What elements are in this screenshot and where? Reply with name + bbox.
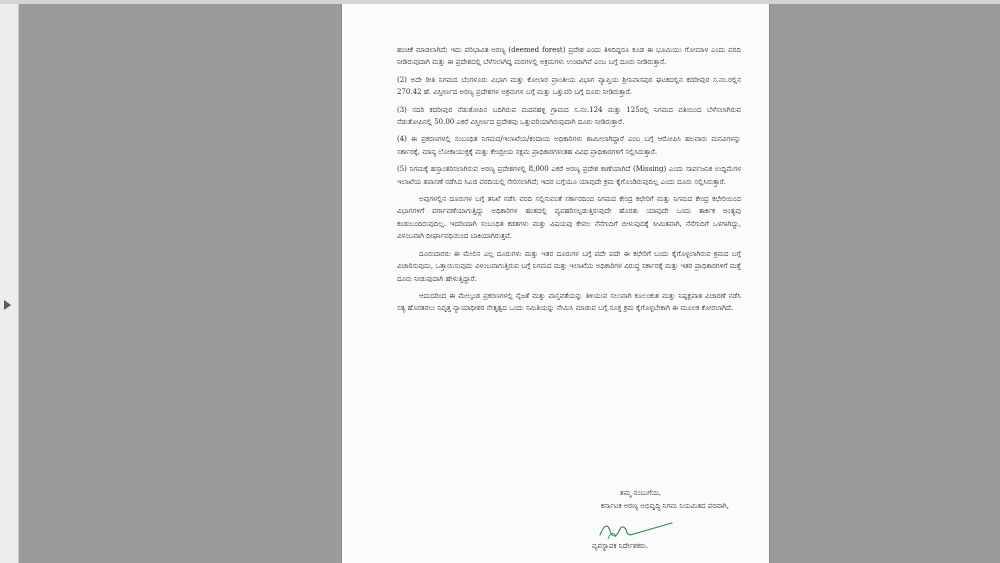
document-body [397, 44, 741, 320]
paragraph-item-4: (4) ಈ ಪ್ರಕರಣಗಳಲ್ಲಿ ಸಂಬಂಧಿತ ನಿಗಮದ/ಇಲಾಖೆಯ/ಕಂದಾಯ ಅಧಿಕಾರಿಗಳು ಶಾಮೀಲಾಗಿದ್ದಾರೆ ಎಂಬ ಬಗ್ಗೆ ಆರೋಪಿಸಿ ಹಲವಾರು ಮನವಿಗಳನ್ನು ಸರ್ಕಾರಕ್ಕೆ, ಮಾನ್ಯ ಲೋಕಾಯುಕ್ತಕ್ಕೆ ಮತ್ತು ಕೇಂದ್ರೀಯ ಸಕ್ಷಮ ಪ್ರಾಧಿಕಾರಗಳಂತಹ ವಿವಿಧ ಪ್ರಾಧಿಕಾರಗಳಿಗೆ ಸಲ್ಲಿಸಿರುತ್ತಾರೆ. [397, 135, 741, 156]
paragraph-item-2: (2) ಅದೇ ರೀತಿ ನಿಗಮದ ಬೆಂಗಳೂರು ವಿಭಾಗ ಮತ್ತು ಕೋಲಾರ ಪ್ರಾಂತೀಯ ವಿಭಾಗ ವ್ಯಾಪ್ತಿಯ ಶ್ರೀನಿವಾಸಪುರ ಘಟಕದಲ್ಲಿನ ಕದರೀಪುರ ಸ.ನಂ.ರಲ್ಲಿನ 270.42 ಹೆ. ವಿಸ್ತೀರ್ಣದ ಅರಣ್ಯ ಪ್ರದೇಶಗಳ ಅಕ್ರಮಗಳ ಬಗ್ಗೆ ಮತ್ತು ಒತ್ತುವರಿ ಬಗ್ಗೆ ದೂರು ನೀಡಿರುತ್ತಾರೆ. [397, 75, 741, 97]
closing-block [397, 487, 741, 513]
document-page [341, 4, 770, 563]
closing-organization: ಕರ್ನಾಟಕ ಅರಣ್ಯ ಅಭಿವೃದ್ಧಿ ನಿಗಮ ನಿಯಮಿತದ ಪರವಾಗಿ, [600, 502, 729, 510]
paragraph-item-3: (3) ಸದರಿ ಕದರೀಪುರ ನೆಡುತೋಪಿನ ಬದಿಗಿರುವ ಮದನಹಳ್ಳಿ ಗ್ರಾಮದ ಸ.ನಂ.124 ಮತ್ತು 125ರಲ್ಲಿ ನಿಗಮದ ವತಿಯಿಂದ ಬೆಳೆಸಲಾಗಿರುವ ನೆಡುತೋಪಿನಲ್ಲಿ 50.00 ಎಕರೆ ವಿಸ್ತೀರ್ಣದ ಪ್ರದೇಶವು ಒತ್ತುವರಿಯಾಗಿರುವುದಾಗಿ ದೂರು ನೀಡಿರುತ್ತಾರೆ. [397, 105, 741, 127]
document-viewer[interactable] [19, 4, 1000, 563]
closing-designation: ವ್ಯವಸ್ಥಾಪಕ ನಿರ್ದೇಶಕರು. [592, 542, 649, 550]
paragraph-complainants: ದೂರುದಾರರು ಈ ಮೇಲಿನ ಎಲ್ಲ ದೂರುಗಳು ಮತ್ತು ಇತರ ದೂರುಗಳ ಬಗ್ಗೆ ಪದೇ ಪದೇ ಈ ಕಛೇರಿಗೆ ಬಂದು ಕೈಗೊಳ್ಳಲಾಗಿರುವ ಕ್ರಮದ ಬಗ್ಗೆ ವಿಚಾರಿಸುವುದು, ಒತ್ತಾಯಿಸುವುದು ವಿಳಂಬವಾಗುತ್ತಿರುವ ಬಗ್ಗೆ ನಿಗಮದ ಮತ್ತು ಇಲಾಖೆಯ ಅಧಿಕಾರಿಗಳ ವಿರುದ್ಧ ಸರ್ಕಾರಕ್ಕೆ ಮತ್ತು ಇತರ ಪ್ರಾಧಿಕಾರಗಳಿಗೆ ಮತ್ತೆ ದೂರು ನೀಡುವುದಾಗಿ ಹೇಳುತ್ತಿದ್ದಾರೆ. [397, 249, 741, 283]
paragraph-intro: ಹಂಚಿಕೆ ಮಾಡಲಾಗಿದೆ; ಇದು ಪರಿಭಾವಿತ ಅರಣ್ಯ (deemed forest) ಪ್ರದೇಶ ಎಂದು ತಿಳಿದಿದ್ದರೂ ಕೂಡ ಈ ಭೂಮಿಯು ಗೋಮಾಳ ಎಂದು ವರದಿ ನೀಡಿರುವುದಾಗಿ ಮತ್ತು ಈ ಪ್ರದೇಶದಲ್ಲಿ ಬೆಳೆಸಲಾಗಿದ್ದ ಮರಗಳಲ್ಲಿ ಅಕ್ರಮಗಳು ಉಂಟಾಗಿವೆ ಎಂಬ ಬಗ್ಗೆ ದೂರು ನೀಡಿರುತ್ತಾರೆ. [397, 46, 741, 67]
closing-salutation: ತಮ್ಮ ನಂಬುಗೆಯ, [619, 489, 661, 497]
paragraph-item-5: (5) ನಿಗಮಕ್ಕೆ ಹಸ್ತಾಂತರಿಸಲಾಗಿರುವ ಅರಣ್ಯ ಪ್ರದೇಶಗಳಲ್ಲಿ 8,000 ಎಕರೆ ಅರಣ್ಯ ಪ್ರದೇಶ ಕಾಣೆಯಾಗಿದೆ (Missing) ಎಂದು ಸಾರ್ವಜನಿಕ ಉದ್ದಿಮೆಗಳ ಇಲಾಖೆಯ ತಪಾಸಣೆ ನಡೆಸಿದ ಸಿಎಜಿ ವರದಿಯಲ್ಲಿ ಸೇರಿಸಲಾಗಿದೆ; ಇದರ ಬಗ್ಗೆಯೂ ಯಾವುದೇ ಕ್ರಮ ಕೈಗೊಂಡಿರುವುದಿಲ್ಲ ಎಂದು ದೂರು ಸಲ್ಲಿಸಿರುತ್ತಾರೆ. [397, 165, 741, 186]
paragraph-pending-complaints: ಅವುಗಳಲ್ಲಿನ ದೂರುಗಳ ಬಗ್ಗೆ ತನಿಖೆ ನಡೆಸಿ ವರದಿ ಸಲ್ಲಿಸುವಂತೆ ಸರ್ಕಾರದಿಂದ ನಿಗಮದ ಕೇಂದ್ರ ಕಛೇರಿಗೆ ಮತ್ತು ನಿಗಮದ ಕೇಂದ್ರ ಕಛೇರಿಯಿಂದ ವಿಭಾಗಗಳಿಗೆ ವರ್ಗಾವಣೆಯಾಗುತ್ತಿದ್ದು ಅಧಿಕಾರಿಗಳ ಹಂತದಲ್ಲಿ ವ್ಯವಹರಿಸಲ್ಪಡುತ್ತಿರುವುದೇ ಹೊರತು ಯಾವುದೇ ಒಂದು ತಾರ್ಕಿಕ ಅಂತ್ಯವು ಕಂಡುಬಂದಿರುವುದಿಲ್ಲ. ಇದರಿಂದಾಗಿ ಸಂಬಂಧಿತ ಕಡತಗಳು ಮತ್ತು ವಿಷಯವು ಕೇವಲ ನೆನೆಗುದಿಗೆ ಬೀಳುವುದಕ್ಕೆ ಸೀಮಿತವಾಗಿ, ನೆನೆಗುದಿಗೆ ಒಳಗಾಗಿದ್ದು, ವಿಳಂಬವಾಗಿ ದೀರ್ಘಾವಧಿಯಿಂದ ಬಾಕಿಯಾಗಿರುತ್ತವೆ. [397, 195, 741, 241]
sidebar-toggle-icon[interactable] [4, 300, 11, 310]
sidebar-panel [0, 4, 19, 563]
paragraph-request: ಆದುದರಿಂದ ಈ ಮೇಲ್ಕಂಡ ಪ್ರಕರಣಗಳಲ್ಲಿ ನೈಜತೆ ಮತ್ತು ವಾಸ್ತವತೆಯನ್ನು ತಿಳಿಯುವ ಸಲುವಾಗಿ ಕೂಲಂಕುಶ ಮತ್ತು ನಿಷ್ಪಕ್ಷಪಾತ ವಿಚಾರಣೆ ನಡೆಸಿ ಸತ್ಯ ಹೊರತರಲು ನಿವೃತ್ತ ನ್ಯಾಯಾಧೀಶರ ನೇತೃತ್ವದ ಒಂದು ಸಮಿತಿಯನ್ನು ನೇಮಿಸಿ ಮಾಡುವ ಬಗ್ಗೆ ಸೂಕ್ತ ಕ್ರಮ ಕೈಗೊಳ್ಳಬೇಕಾಗಿ ಈ ಮೂಲಕ ಕೋರಲಾಗಿದೆ. [397, 291, 741, 313]
